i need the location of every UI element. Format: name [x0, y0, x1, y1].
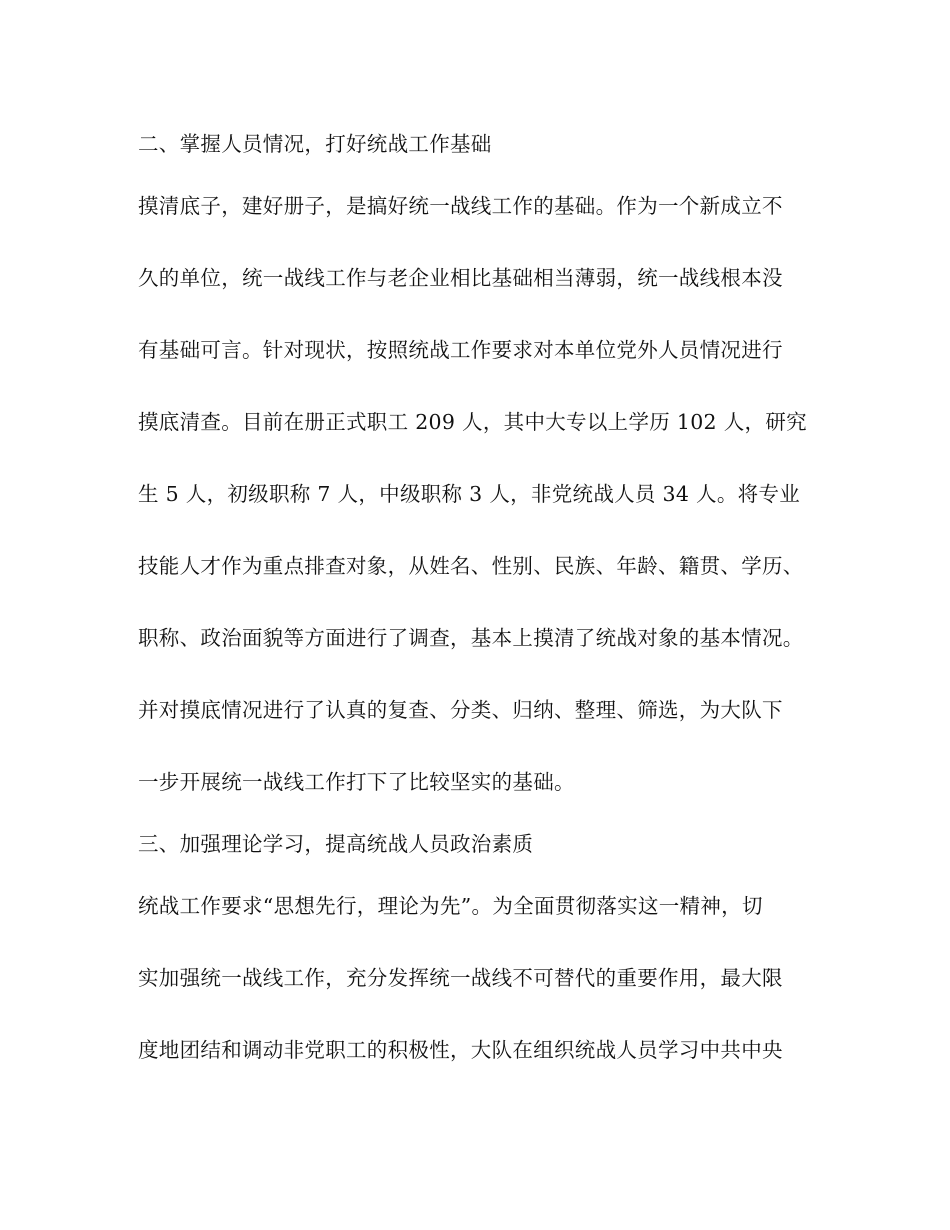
- paragraph-line: 并对摸底情况进行了认真的复查、分类、归纳、整理、筛选，为大队下: [138, 698, 783, 722]
- paragraph-line: 有基础可言。针对现状，按照统战工作要求对本单位党外人员情况进行: [138, 338, 783, 362]
- paragraph-line: 摸底清查。目前在册正式职工 209 人，其中大专以上学历 102 人，研究: [138, 410, 807, 434]
- paragraph-line: 一步开展统一战线工作打下了比较坚实的基础。: [138, 770, 575, 794]
- paragraph-line: 统战工作要求“思想先行，理论为先”。为全面贯彻落实这一精神，切: [138, 894, 763, 918]
- section-heading: 三、加强理论学习，提高统战人员政治素质: [138, 832, 534, 856]
- paragraph-line: 职称、政治面貌等方面进行了调查，基本上摸清了统战对象的基本情况。: [138, 626, 804, 650]
- paragraph-line: 久的单位，统一战线工作与老企业相比基础相当薄弱，统一战线根本没: [138, 266, 783, 290]
- paragraph-line: 实加强统一战线工作，充分发挥统一战线不可替代的重要作用，最大限: [138, 966, 783, 990]
- paragraph-line: 技能人才作为重点排查对象，从姓名、性别、民族、年龄、籍贯、学历、: [138, 554, 804, 578]
- paragraph-line: 度地团结和调动非党职工的积极性，大队在组织统战人员学习中共中央: [138, 1038, 783, 1062]
- paragraph-line: 生 5 人，初级职称 7 人，中级职称 3 人，非党统战人员 34 人。将专业: [138, 482, 801, 506]
- section-heading: 二、掌握人员情况，打好统战工作基础: [138, 132, 492, 156]
- paragraph-line: 摸清底子，建好册子，是搞好统一战线工作的基础。作为一个新成立不: [138, 194, 783, 218]
